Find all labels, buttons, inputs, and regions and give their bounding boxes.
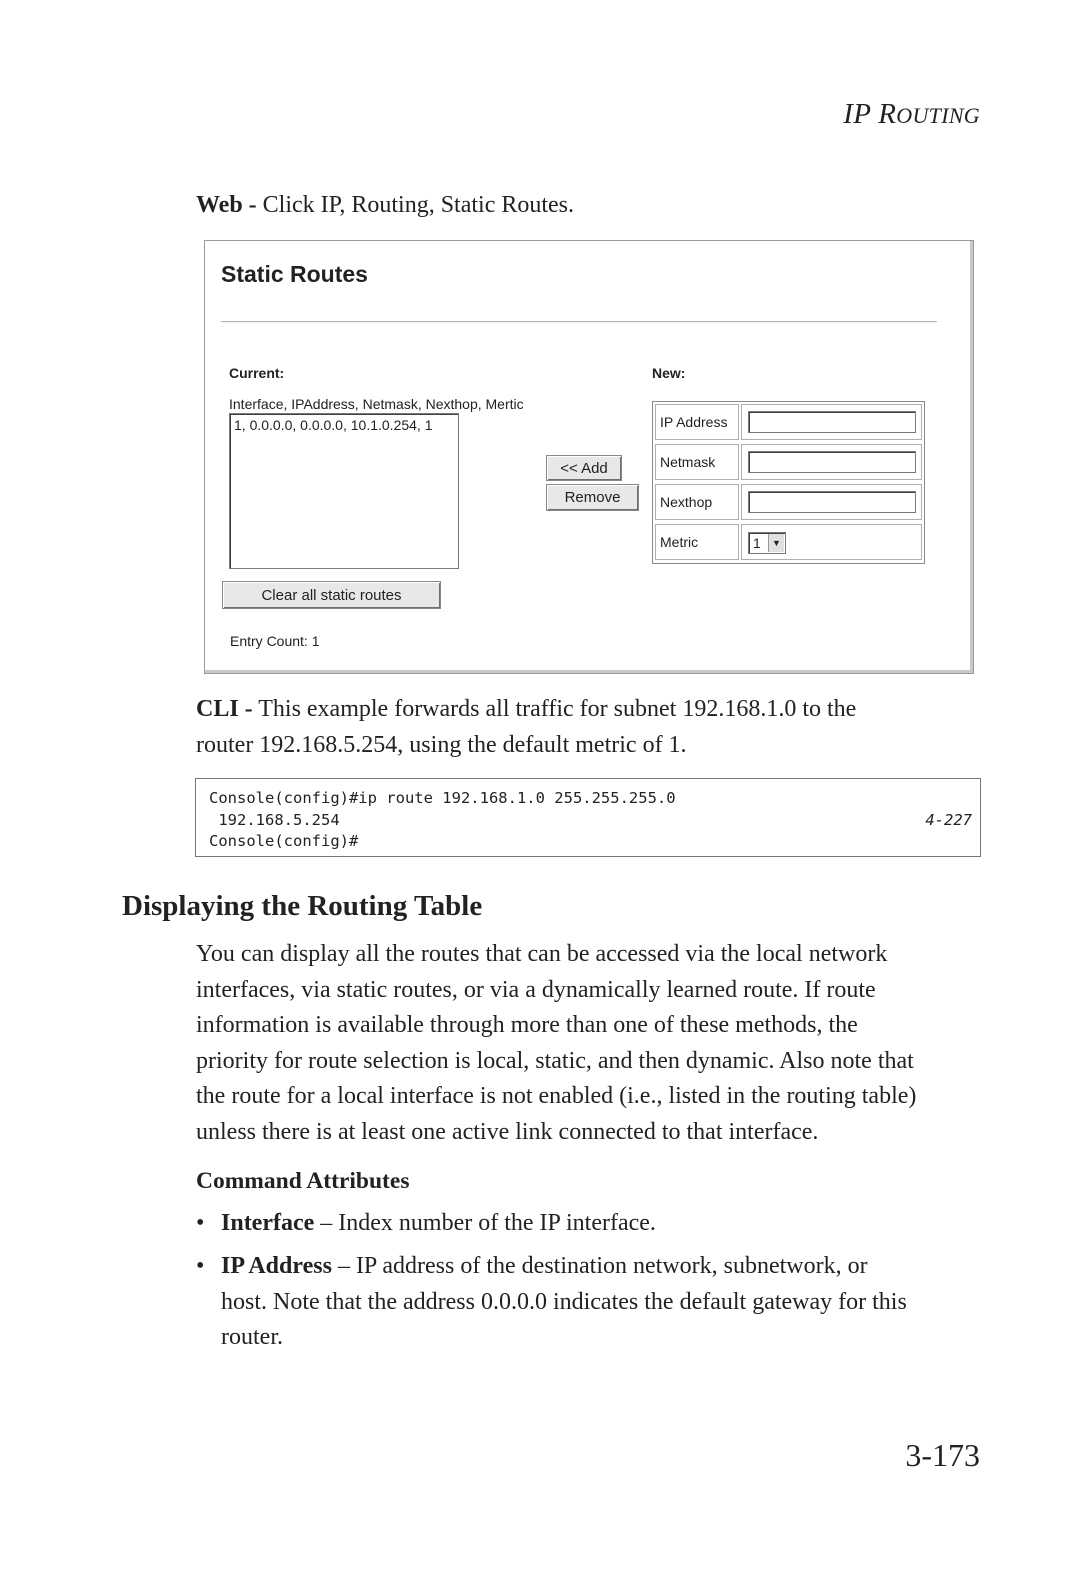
- metric-value: 1: [753, 535, 761, 551]
- route-entry[interactable]: 1, 0.0.0.0, 0.0.0.0, 10.1.0.254, 1: [234, 417, 433, 433]
- panel-title: Static Routes: [221, 261, 368, 287]
- page-number: 3-173: [905, 1437, 980, 1473]
- nexthop-input[interactable]: [748, 491, 916, 513]
- ip-address-label: IP Address: [655, 404, 739, 440]
- ip-address-row: [653, 402, 924, 442]
- code-reference: 4-227: [925, 811, 972, 829]
- nexthop-label: Nexthop: [655, 484, 739, 520]
- netmask-row: [653, 442, 924, 482]
- new-route-form: [652, 401, 925, 564]
- bullet-icon: •: [196, 1253, 205, 1279]
- bullet-icon: •: [196, 1210, 205, 1236]
- nexthop-row: [653, 482, 924, 522]
- remove-button[interactable]: Remove: [546, 484, 639, 511]
- cli-instruction: CLI - This example forwards all traffic for subnet 192.168.1.0 to the router 192.168.5.254, using the default metric of 1.: [196, 696, 857, 758]
- netmask-label: Netmask: [655, 444, 739, 480]
- metric-label: Metric: [655, 524, 739, 560]
- entry-count: Entry Count: 1: [230, 633, 320, 649]
- section-heading: Displaying the Routing Table: [122, 890, 483, 922]
- new-label: New:: [652, 365, 686, 381]
- code-line: Console(config)#ip route 192.168.1.0 255.255.255.0: [209, 789, 676, 807]
- code-example: [195, 778, 981, 857]
- add-button[interactable]: << Add: [546, 455, 622, 481]
- metric-select[interactable]: [748, 532, 786, 554]
- running-head: IP ROUTING: [843, 98, 980, 130]
- panel-divider: [221, 321, 937, 323]
- netmask-input[interactable]: [748, 451, 916, 473]
- metric-row: [653, 522, 924, 562]
- command-attributes-heading: Command Attributes: [196, 1168, 410, 1194]
- chevron-down-icon[interactable]: ▼: [768, 534, 784, 552]
- current-label: Current:: [229, 365, 285, 381]
- columns-hint: Interface, IPAddress, Netmask, Nexthop, Mertic: [229, 396, 524, 412]
- ip-address-input[interactable]: [748, 411, 916, 433]
- body-paragraph: You can display all the routes that can be accessed via the local network interfaces, via static routes, or via a dynamically learned route. If route information is available through more than one of these methods, the priority for route selection is local, static, and then dynamic. Also note that the route for a local interface is not enabled (i.e., listed in the routing table) unless there is at least one active link connected to that interface.: [196, 941, 917, 1145]
- code-line: Console(config)#: [209, 832, 359, 850]
- current-routes-listbox[interactable]: [229, 413, 459, 569]
- clear-all-routes-button[interactable]: Clear all static routes: [222, 581, 441, 609]
- static-routes-panel: [204, 240, 974, 674]
- code-line: 192.168.5.254: [209, 811, 340, 829]
- web-instruction: Web - Click IP, Routing, Static Routes.: [196, 192, 575, 218]
